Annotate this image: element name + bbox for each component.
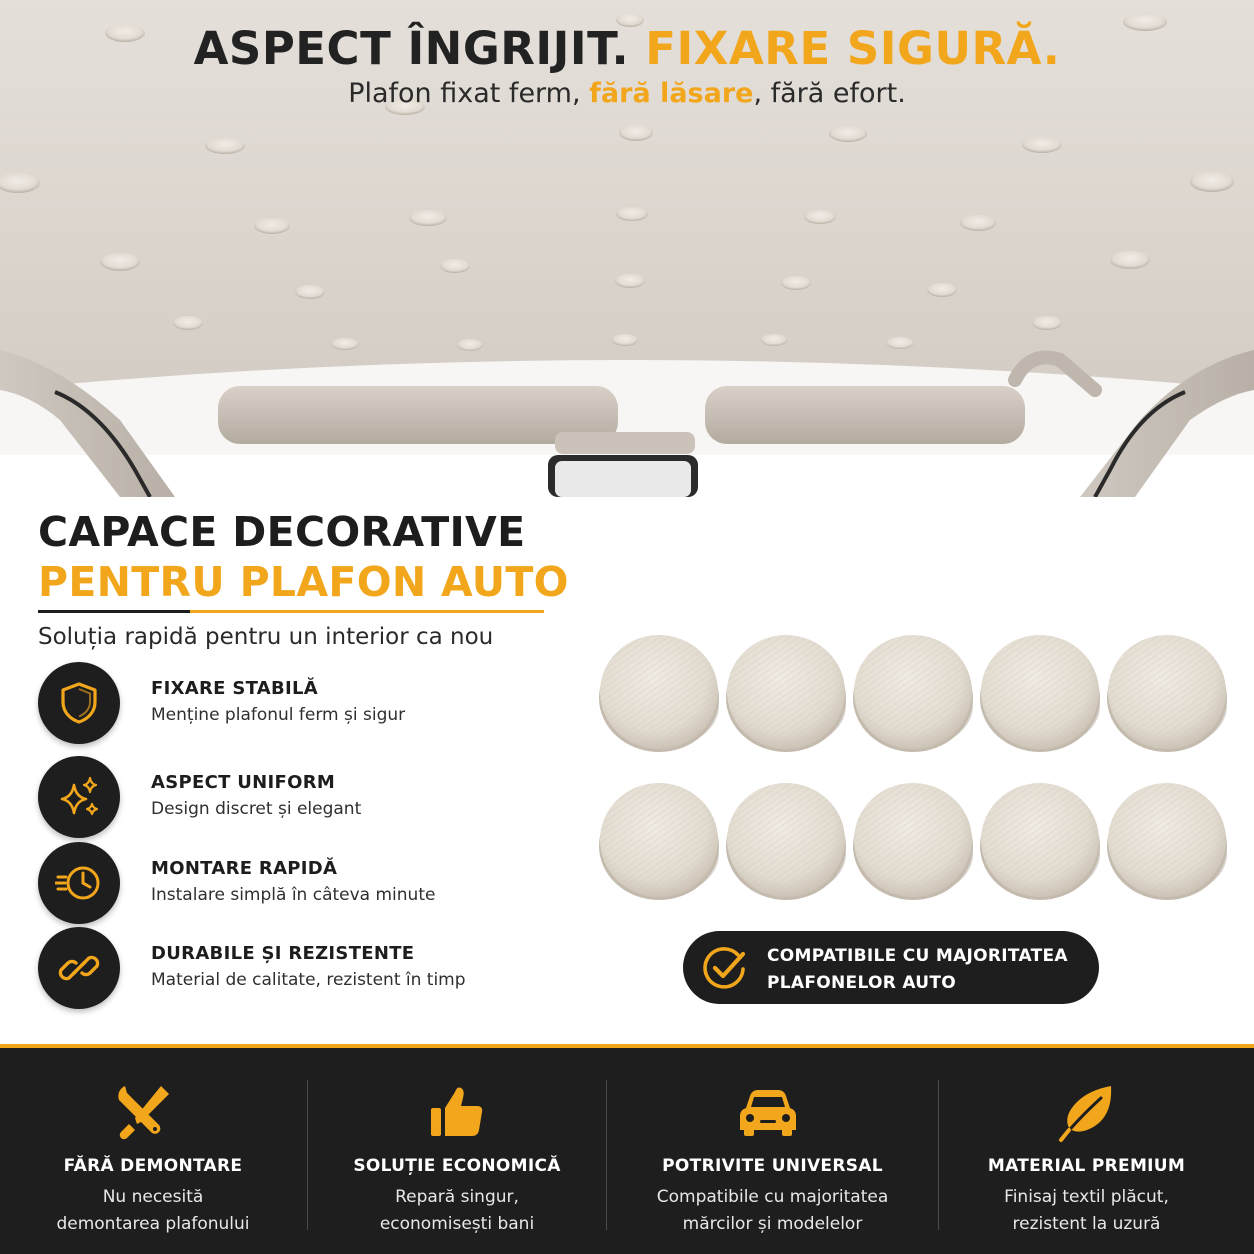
decorative-cap: [853, 635, 973, 752]
fast-clock-icon: [38, 842, 120, 924]
car-icon: [736, 1080, 800, 1144]
product-title-line2: PENTRU PLAFON AUTO: [38, 558, 569, 606]
benefit-solutie-economica: [308, 1048, 606, 1254]
feature-montare-rapida: [38, 842, 578, 924]
decorative-cap: [1107, 783, 1227, 900]
feature-description: Instalare simplă în câteva minute: [151, 885, 436, 905]
benefit-title: SOLUȚIE ECONOMICĂ: [353, 1156, 561, 1176]
benefit-description: Repară singur, economisești bani: [379, 1187, 535, 1234]
decorative-cap: [1107, 635, 1227, 752]
benefit-description: Finisaj textil plăcut, rezistent la uzură: [1004, 1187, 1169, 1234]
benefit-material-premium: [939, 1048, 1234, 1254]
benefit-description: Nu necesită demontarea plafonului: [56, 1187, 250, 1234]
feature-aspect-uniform: [38, 756, 578, 838]
hero-subtitle: Plafon fixat ferm, fără lăsare, fără efort.: [348, 78, 906, 109]
benefits-bar: [0, 1044, 1254, 1254]
benefit-potrivite-universal: [607, 1048, 938, 1254]
feature-description: Menține plafonul ferm și sigur: [151, 705, 406, 725]
leaf-icon: [1055, 1080, 1119, 1144]
decorative-cap: [599, 783, 719, 900]
hero-banner: [0, 0, 1254, 497]
feature-description: Design discret și elegant: [151, 799, 362, 819]
decorative-cap: [980, 783, 1100, 900]
compatibility-text: COMPATIBILE CU MAJORITATEA PLAFONELOR AUTO: [767, 946, 1068, 993]
feature-fixare-stabila: [38, 662, 578, 744]
product-tagline: Soluția rapidă pentru un interior ca nou: [38, 624, 494, 650]
thumbs-up-icon: [425, 1080, 489, 1144]
shield-icon: [38, 662, 120, 744]
sparkles-icon: [38, 756, 120, 838]
decorative-cap: [599, 635, 719, 752]
feature-durabile: [38, 927, 578, 1009]
feature-title: DURABILE ȘI REZISTENTE: [151, 943, 415, 964]
benefit-fara-demontare: [0, 1048, 306, 1254]
decorative-cap: [853, 783, 973, 900]
hero-title: ASPECT ÎNGRIJIT. FIXARE SIGURĂ.: [193, 22, 1061, 75]
product-title-line1: CAPACE DECORATIVE: [38, 508, 526, 556]
benefit-description: Compatibile cu majoritatea mărcilor și modelelor: [656, 1187, 889, 1234]
feature-title: MONTARE RAPIDĂ: [151, 858, 338, 879]
benefit-title: MATERIAL PREMIUM: [987, 1156, 1186, 1176]
tools-icon: [111, 1080, 175, 1144]
decorative-caps-grid: [595, 590, 1235, 930]
title-divider: [38, 610, 544, 613]
benefit-title: FĂRĂ DEMONTARE: [63, 1156, 243, 1176]
feature-description: Material de calitate, rezistent în timp: [151, 970, 466, 990]
benefit-title: POTRIVITE UNIVERSAL: [662, 1156, 883, 1176]
feature-title: FIXARE STABILĂ: [151, 678, 319, 699]
check-circle-icon: [700, 943, 750, 993]
feature-title: ASPECT UNIFORM: [151, 772, 336, 793]
chain-link-icon: [38, 927, 120, 1009]
decorative-cap: [726, 635, 846, 752]
decorative-cap: [980, 635, 1100, 752]
compatibility-badge: [683, 931, 1099, 1004]
decorative-cap: [726, 783, 846, 900]
